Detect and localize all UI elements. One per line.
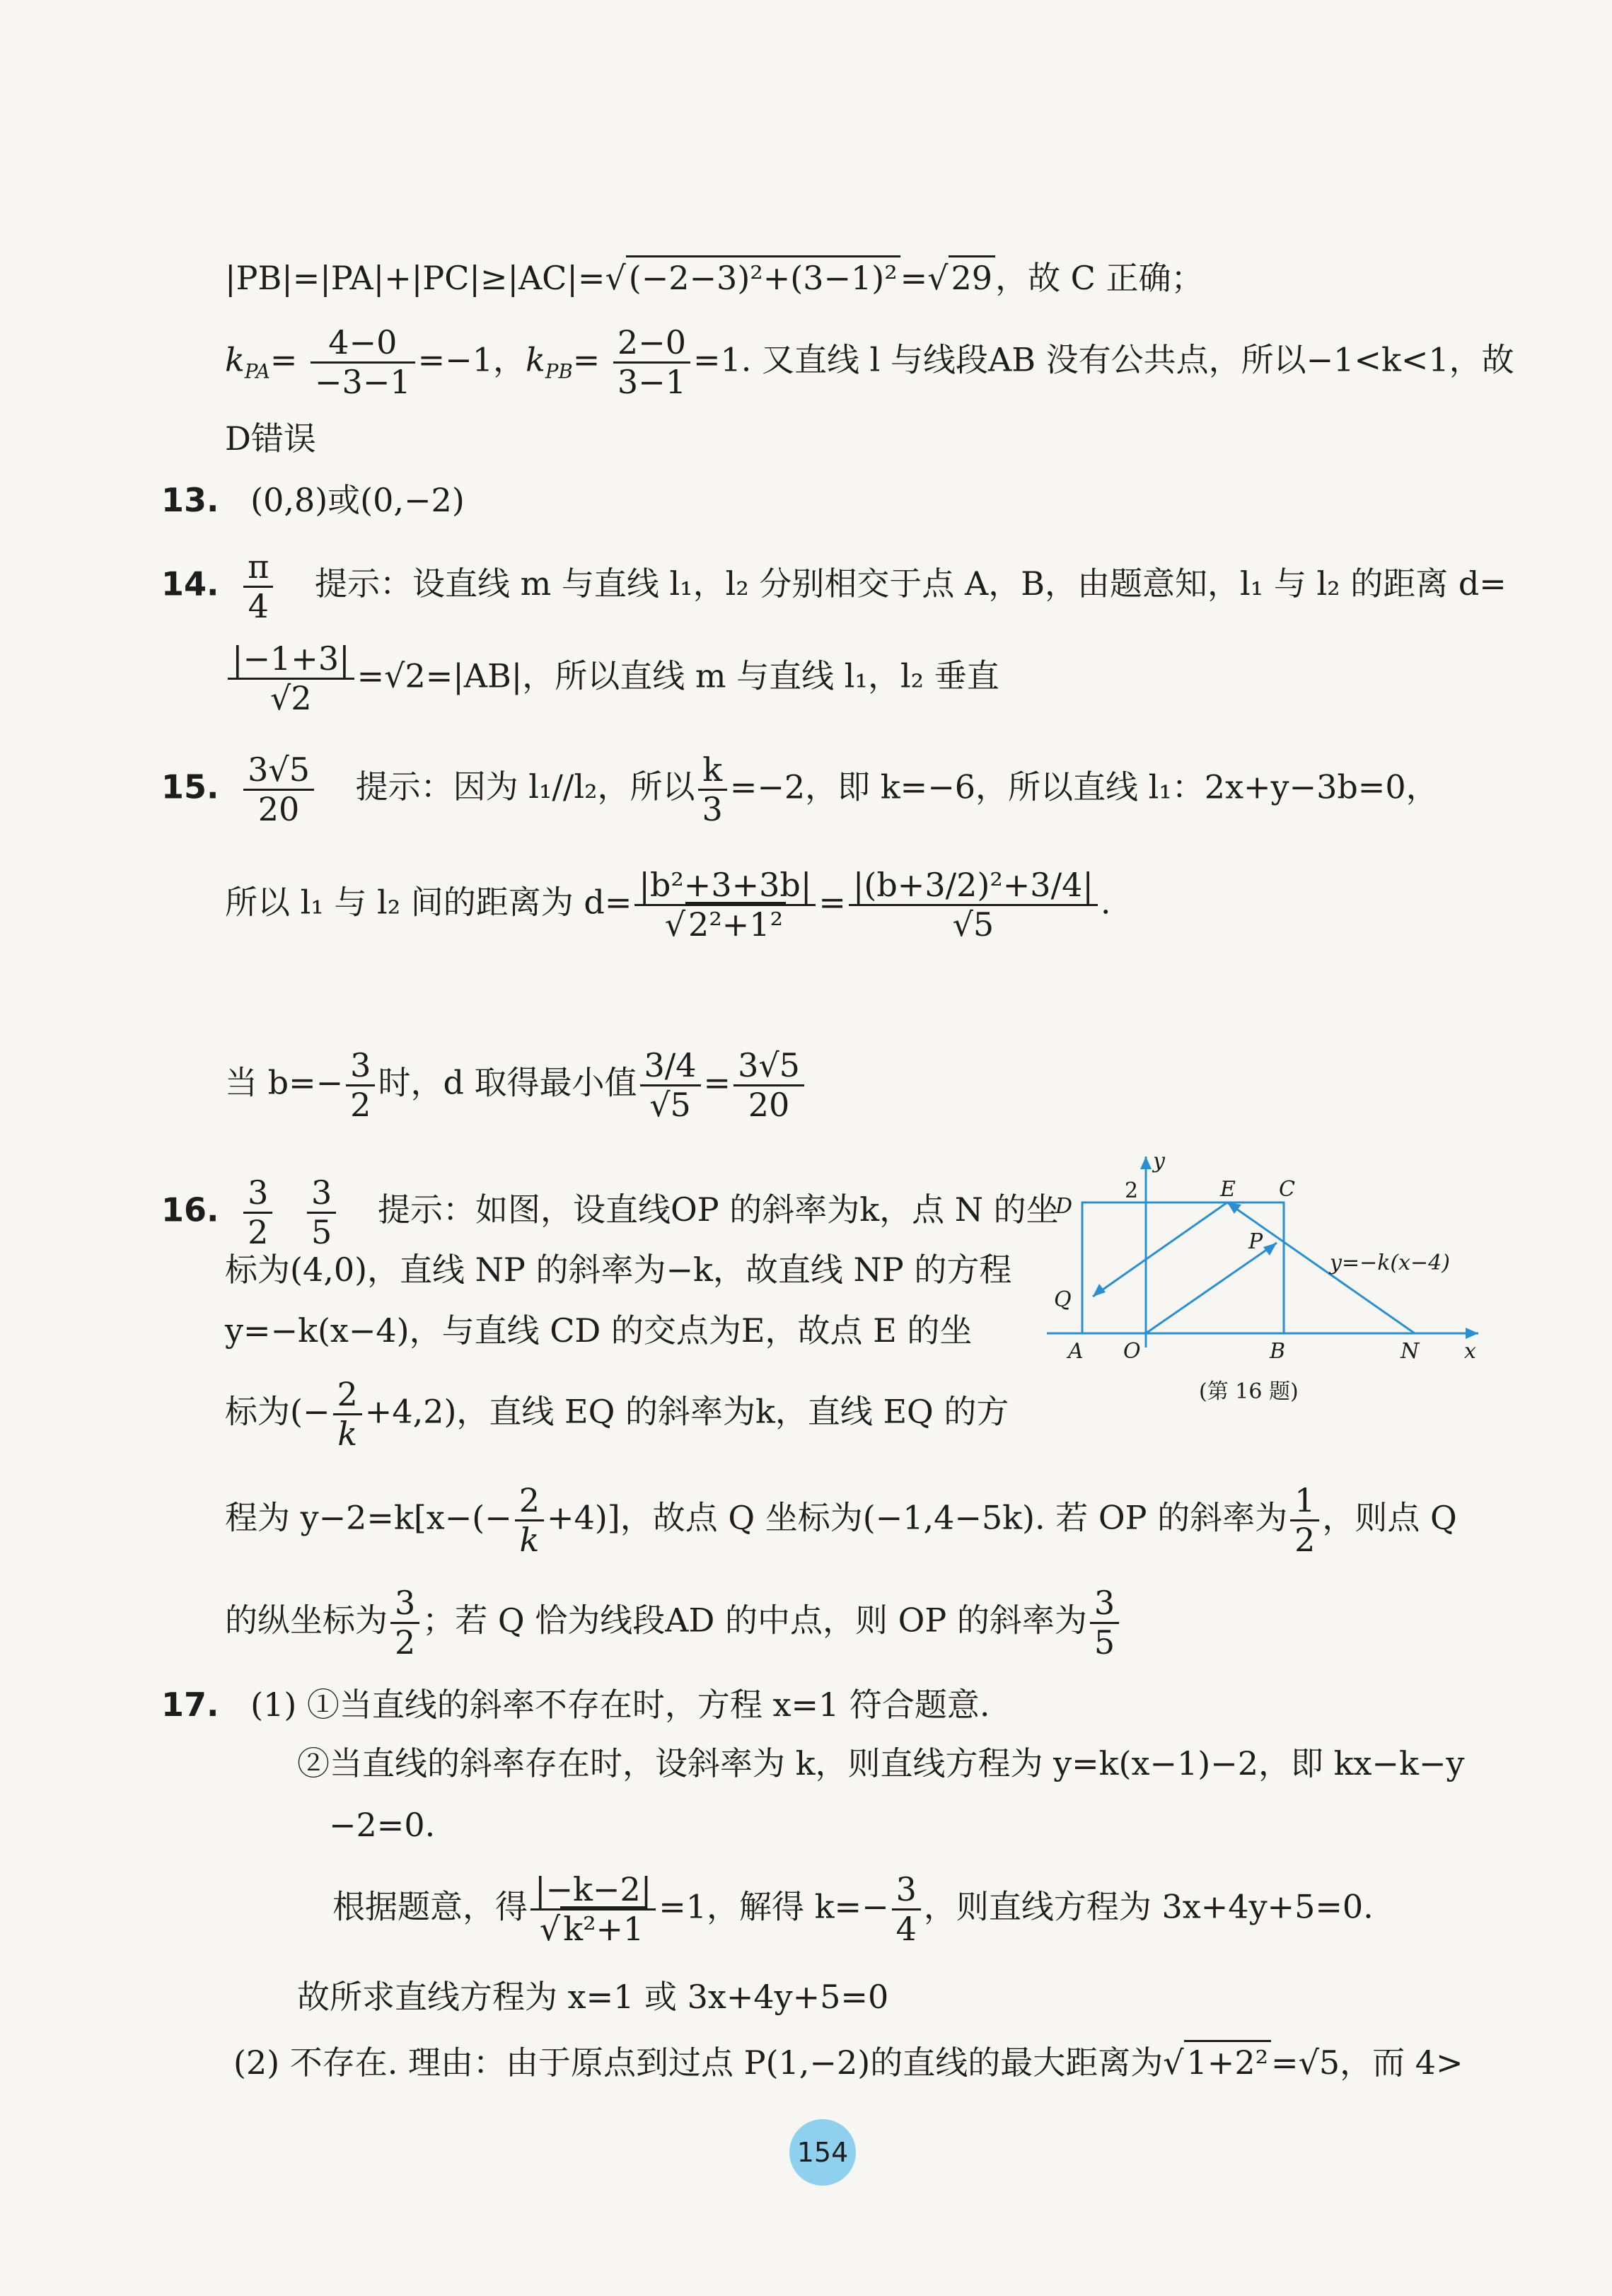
text: = [900,259,928,297]
label-x: x [1464,1339,1476,1364]
fraction: $\frac{3/4}{√5}$ [640,1047,701,1124]
question-16-line4 [225,1376,1009,1453]
answer-text: (0,8)或(0,−2) [250,481,465,519]
question-16-line3 [225,1311,973,1350]
question-number: 13. [161,481,219,519]
text: 标为(− [225,1392,330,1431]
text: 程为 y−2=k[x−(− [225,1498,512,1537]
text: +4)]，故点 Q 坐标为(−1,4−5k). 若 OP 的斜率为 [547,1498,1288,1537]
question-17-line6: (2) 不存在. 理由：由于原点到过点 P(1,−2)的直线的最大距离为√1+2²=√5，而 4> [233,2046,1463,2079]
arrow-icon [1093,1284,1106,1297]
text: D错误 [225,419,316,458]
y-arrow-icon [1140,1156,1152,1169]
page-number-badge [789,2119,856,2186]
question-16-line2 [225,1251,1012,1289]
line-d-wrong [225,419,316,458]
line-eq [1093,1202,1227,1297]
figure-caption: (第 16 题) [1199,1379,1299,1404]
fraction: $\frac{4-0}{-3-1}$ [311,324,415,401]
fraction: $\frac{1}{2}$ [1290,1482,1319,1559]
fraction: $\frac{3}{5}$ [1090,1584,1119,1662]
fraction: $\frac{3}{2}$ [390,1584,419,1662]
page-number: 154 [796,2137,849,2168]
fraction: $\frac{\text{|(b+3/2)²+3/4|}}{√5}$ [849,866,1098,944]
label-b: B [1270,1339,1286,1364]
label-o: O [1123,1339,1141,1364]
x-arrow-icon [1466,1328,1478,1339]
label-equation: y=−k(x−4) [1330,1251,1450,1275]
text: =1. 又直线 l 与线段AB 没有公共点，所以−1<k<1，故 [692,340,1514,379]
question-17 [161,1686,990,1724]
line-pb-distance: |PB|=|PA|+|PC|≥|AC|=√(−2−3)²+(3−1)²=√29，故 C 正确； [225,262,1204,294]
label-e: E [1220,1177,1236,1202]
text: 时，d 取得最小值 [378,1063,637,1102]
text: 故所求直线方程为 x=1 或 3x+4y+5=0 [297,1978,889,2016]
text: k [225,340,245,379]
question-15-line3 [225,1047,807,1124]
text: = [818,883,846,922]
fraction: $\frac{3}{4}$ [892,1871,921,1948]
question-number: 15. [161,767,219,806]
text: ，则直线方程为 3x+4y+5=0. [923,1887,1374,1926]
hint-text: =−2，即 k=−6，所以直线 l₁：2x+y−3b=0， [729,767,1439,806]
label-two: 2 [1125,1178,1139,1203]
text: ②当直线的斜率存在时，设斜率为 k，则直线方程为 y=k(x−1)−2，即 kx−k−y [297,1744,1465,1782]
answer-fraction: $\frac{3}{5}$ [307,1174,336,1251]
fraction: $\frac{3√5}{20}$ [733,1047,804,1124]
label-q: Q [1054,1287,1072,1312]
text: k [526,340,545,379]
fraction: $\frac{3}{2}$ [346,1047,375,1124]
fraction: $\frac{\text{|b²+3+3b|}}{\text{√2²+1²}}$ [634,866,816,944]
question-14-line2 [225,640,999,717]
text: ，故 C 正确； [995,259,1204,297]
text: =√2=|AB|，所以直线 m 与直线 l₁，l₂ 垂直 [356,656,999,695]
text: = [269,340,298,379]
question-17-line2 [297,1744,1465,1782]
text: 根据题意，得 [332,1887,528,1926]
q16-figure [1040,1142,1485,1415]
text: +4,2)，直线 EQ 的斜率为k，直线 EQ 的方 [364,1392,1009,1431]
question-17-line5 [297,1978,889,2016]
fraction: $\frac{2}{k}$ [333,1376,362,1453]
label-n: N [1401,1339,1420,1364]
text: . [1100,883,1111,922]
radicand: 1+2² [1184,2040,1272,2082]
fraction: $\frac{2}{k}$ [515,1482,544,1559]
radicand: 29 [949,255,996,297]
question-number: 14. [161,564,219,603]
fraction: $\frac{k}{3}$ [698,751,727,828]
radicand: (−2−3)²+(3−1)² [626,255,900,297]
label-d: D [1055,1194,1073,1219]
answer-fraction: $\frac{\pi}{4}$ [243,548,273,625]
hint-text: 提示：如图，设直线OP 的斜率为k，点 N 的坐 [377,1190,1059,1229]
fraction: $\frac{2-0}{3-1}$ [613,324,690,401]
text: PA [244,359,270,383]
fraction: $\frac{|-1+3|}{√2}$ [228,640,354,717]
text: PB [545,359,573,383]
text: y=−k(x−4)，与直线 CD 的交点为E，故点 E 的坐 [225,1311,973,1350]
text: (2) 不存在. 理由：由于原点到过点 P(1,−2)的直线的最大距离为 [233,2043,1164,2082]
answer-fraction: $\frac{3}{2}$ [243,1174,272,1251]
line-slopes [225,324,1514,401]
text: (1) ①当直线的斜率不存在时，方程 x=1 符合题意. [250,1686,990,1724]
text: =1，解得 k=− [659,1887,889,1926]
question-17-line4 [332,1871,1374,1948]
text: −2=0. [329,1806,436,1844]
label-p: P [1248,1229,1263,1254]
text: = [572,340,601,379]
label-y: y [1153,1149,1165,1173]
answer-fraction: $\frac{3√5}{20}$ [243,751,314,828]
text: |PB|=|PA|+|PC|≥|AC|= [225,259,605,297]
text: ，则点 Q [1322,1498,1457,1537]
arrow-icon [1263,1243,1277,1256]
question-13 [161,481,465,519]
question-16 [161,1174,1059,1251]
question-number: 16. [161,1190,219,1229]
question-17-line3 [329,1806,436,1844]
line-op [1146,1243,1277,1333]
label-a: A [1068,1339,1084,1364]
text: = [703,1063,731,1102]
question-15 [161,751,1439,828]
text: 的纵坐标为 [225,1601,388,1640]
hint-text: 提示：设直线 m 与直线 l₁，l₂ 分别相交于点 A，B，由题意知，l₁ 与 l₂ 的距离 d= [314,564,1507,603]
question-15-line2 [225,866,1111,944]
question-16-line6 [225,1584,1122,1662]
fraction: $\frac{|-k-2|}{\text{√k²+1}}$ [530,1871,656,1948]
question-16-line5 [225,1482,1457,1559]
text: 当 b=− [225,1063,344,1102]
text: 所以 l₁ 与 l₂ 间的距离为 d= [225,883,632,922]
text: =−1， [417,340,526,379]
text: =√5，而 4> [1271,2043,1463,2082]
hint-text: 提示：因为 l₁//l₂，所以 [355,767,695,806]
text: ；若 Q 恰为线段AD 的中点，则 OP 的斜率为 [422,1601,1087,1640]
text: 标为(4,0)，直线 NP 的斜率为−k，故直线 NP 的方程 [225,1251,1012,1289]
label-c: C [1279,1177,1295,1202]
question-number: 17. [161,1686,219,1724]
question-14 [161,548,1507,625]
